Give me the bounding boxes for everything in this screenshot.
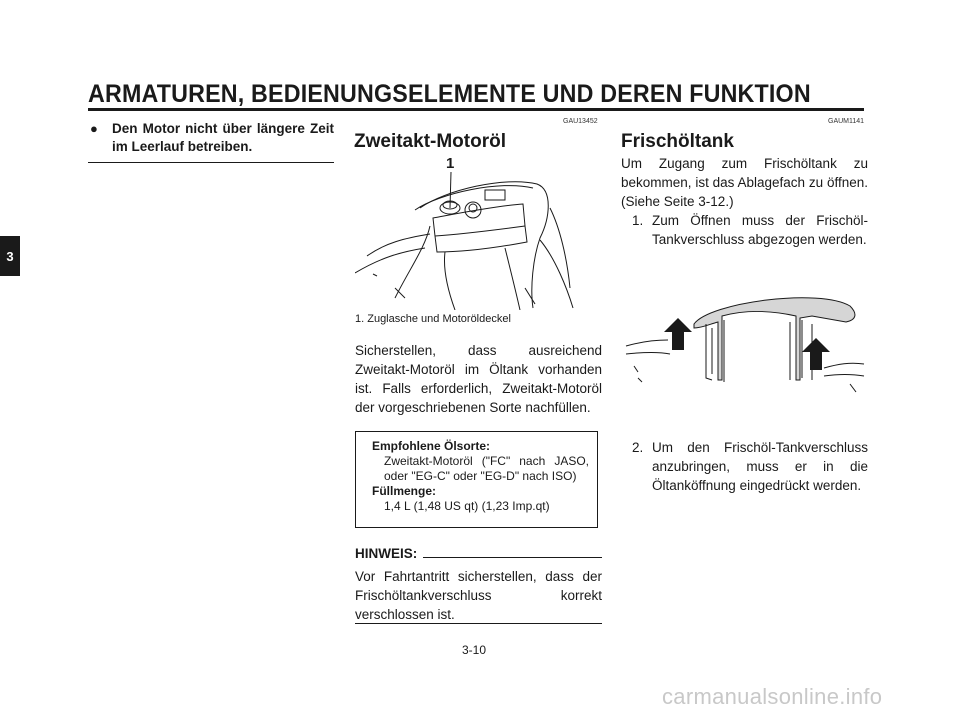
step-item [632,211,868,249]
note-text: Vor Fahrtantritt sicherstellen, dass der Frischöltankverschluss korrekt verschlossen ist. [355,569,602,622]
figure-caption: 1. Zuglasche und Motoröldeckel [355,313,511,325]
step-text: Um den Frischöl-Tankverschluss anzubringen, muss er in die Öltanköffnung eingedrückt werden. [652,440,868,493]
chapter-tab: 3 [0,236,20,276]
note-header-rule [423,557,602,558]
section-title-oil: Zweitakt-Motoröl [354,131,506,152]
header-rule [88,108,864,111]
step-item [632,438,868,495]
spec-oil-label: Empfohlene Ölsorte: [372,439,491,453]
figure-callout-label: 1 [446,155,455,172]
page-header-title: ARMATUREN, BEDIENUNGSELEMENTE UND DEREN FUNKTION [88,80,811,108]
step-number: 1. [632,213,644,228]
page-number: 3-10 [462,643,487,657]
section-code: GAUM1141 [828,118,865,125]
note-bottom-rule [355,623,602,624]
section-title-tank: Frischöltank [621,131,734,152]
spec-oil-value: Zweitakt-Motoröl ("FC" nach JASO, oder "EG-C" oder "EG-D" nach ISO) [384,454,589,483]
section-code: GAU13452 [563,118,598,125]
bullet-icon: ● [90,121,98,136]
spec-box [355,431,598,528]
spec-qty-label: Füllmenge: [372,484,437,498]
warning-bullet [88,120,334,156]
tank-intro: Um Zugang zum Frischöltank zu bekommen, ist das Ablagefach zu öffnen. (Siehe Seite 3-12.) [621,156,868,209]
note-title: HINWEIS: [355,546,418,561]
spec-qty-value: 1,4 L (1,48 US qt) (1,23 Imp.qt) [384,499,550,513]
oil-tank-figure [355,148,577,310]
note-header [355,546,602,561]
step-number: 2. [632,440,644,455]
step-text: Zum Öffnen muss der Frischöl-Tankverschluss abgezogen werden. [652,213,868,247]
tank-cap-figure [620,288,866,400]
oil-paragraph: Sicherstellen, dass ausreichend Zweitakt-Motoröl im Öltank vorhanden ist. Falls erforderlich, Zweitakt-Motoröl der vorgeschriebenen Sorte nachfüllen. [355,343,602,415]
left-column-rule [88,162,334,163]
left-column [88,120,334,156]
bullet-text: Den Motor nicht über längere Zeit im Leerlauf betreiben. [112,121,334,154]
watermark: carmanualsonline.info [662,684,883,709]
